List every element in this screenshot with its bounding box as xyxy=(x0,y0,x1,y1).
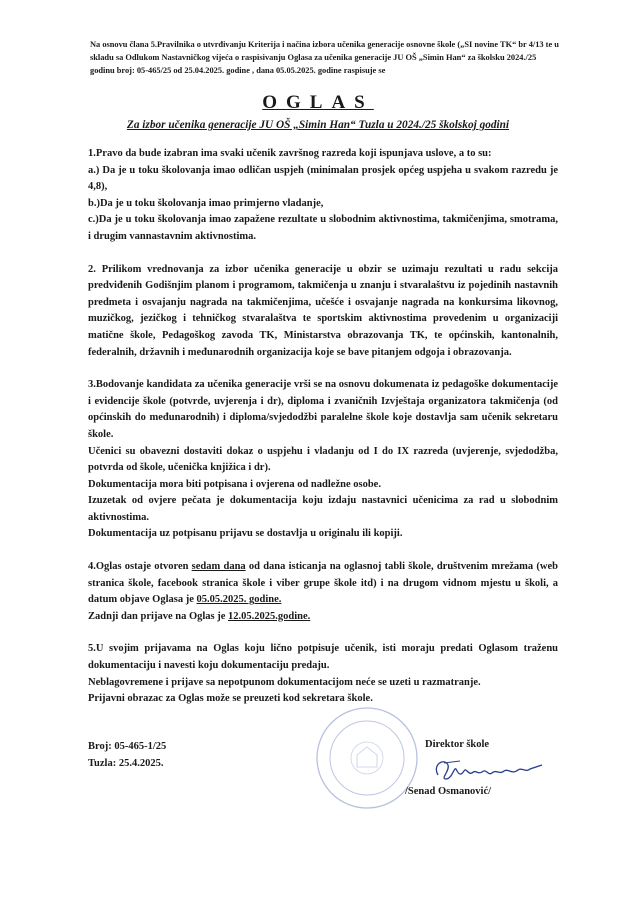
section-1-item-b: b.)Da je u toku školovanja imao primjerno vladanje, xyxy=(88,197,324,209)
director-signature xyxy=(430,755,550,785)
section-2-paragraph: 2. Prilikom vrednovanja za izbor učenika generacije u obzir se uzimaju rezultati u radu sekcija predviđenih Godišnjim planom i programom, takmičenja u znanju i stvaralaštvu iz pojedinih nastavnih predmeta i osvajanju nagrada na takmičenjima, učešće i osvajanje nagrada na konkursima likovnog, muzičkog, jezičkog i tehničkog stvaralaštva te sportskim aktivnostima provedenim u organizaciji matične škole, Pedagoškog zavoda TK, Ministarstva obrazovanja TK, te općinskih, kantonalnih, federalnih, državnih i međunarodnih organizacija koje se bave pitanjem odgoja i obrazovanja. xyxy=(88,263,558,358)
director-name: /Senad Osmanović/ xyxy=(405,786,492,797)
document-heading: OGLAS xyxy=(262,92,374,113)
reference-block xyxy=(88,738,166,772)
section-5-paragraph: 5.U svojim prijavama na Oglas koju lično potpisuje učenik, isti moraju predati Oglasom traženu dokumentaciju i navesti koju dokumentaciju predaju. xyxy=(88,643,558,672)
section-5-late-applications: Neblagovremene i prijave sa nepotpunom dokumentacijom neće se uzeti u razmatranje. xyxy=(88,676,481,688)
deadline-label: Zadnji dan prijave na Oglas je xyxy=(88,610,229,622)
director-title: Direktor škole xyxy=(425,739,490,750)
section-3-exception: Izuzetak od ovjere pečata je dokumentacija koju izdaju nastavnici učenicima za rad u slobodnim aktivnostima. xyxy=(88,495,558,523)
section-3-proof-requirement: Učenici su obavezni dostaviti dokaz o uspjehu i vladanju od I do IX razreda (uvjerenje, svjedodžba, potvrda od škole, učenička knjižica i dr). xyxy=(88,445,558,474)
section-4-paragraph xyxy=(88,559,558,609)
section-1-intro: 1.Pravo da bude izabran ima svaki učenik završnog razreda koji ispunjava uslove, a to su: xyxy=(88,148,492,159)
reference-number: Broj: 05-465-1/25 xyxy=(88,741,167,752)
document-body xyxy=(88,146,558,708)
place-date: Tuzla: 25.4.2025. xyxy=(88,758,164,769)
deadline-date: 12.05.2025.godine. xyxy=(228,610,311,622)
publish-date: 05.05.2025. godine. xyxy=(196,594,282,606)
section-4-text-2: od dana isticanja na oglasnoj tabli škole, društvenim mrežama (web stranica škole, facebook stranica škole i viber grupe škole itd) i na drugom vidnom mjestu u školi, a datum objave Oglasa je xyxy=(88,561,558,606)
section-1-item-a: a.) Da je u toku školovanja imao odličan uspjeh (minimalan prosjek općeg uspjeha u svakom razredu je 4,8), xyxy=(88,164,558,193)
section-3-paragraph: 3.Bodovanje kandidata za učenika generacije vrši se na osnovu dokumenata iz pedagoške dokumentacije i evidencije škole (potvrde, uvjerenja i dr), diploma i zvaničnih Izvještaja organizatora takmičenja (od općinskih do međunarodnih) i diploma/svjedodžbi paralelne škole koje dostavlja sam učenik sekretaru škole. xyxy=(88,379,558,440)
section-4-text-1: 4.Oglas ostaje otvoren xyxy=(88,561,192,573)
section-1-item-c: c.)Da je u toku školovanja imao zapažene rezultate u slobodnim aktivnostima, takmičenjima, smotrama, i drugim vannastavnim aktivnostima. xyxy=(88,214,558,242)
section-3-original-copy: Dokumentacija uz potpisanu prijavu se dostavlja u originalu ili kopiji. xyxy=(88,528,403,540)
section-3-signature-requirement: Dokumentacija mora biti potpisana i ovjerena od nadležne osobe. xyxy=(88,478,381,490)
intro-paragraph: Na osnovu člana 5.Pravilnika o utvrđivanju Kriterija i načina izbora učenika generacije osnovne škole („SI novine TK“ br 4/13 te u skladu sa Odlukom Nastavničkog vijeća o raspisivanju Oglasa za učenika generacije JU OŠ „Simin Han“ za školsku 2024./25 godinu broj: 05-465/25 od 25.04.2025. godine , dana 05.05.2025. godine raspisuje se xyxy=(90,40,559,76)
section-5-form-pickup: Prijavni obrazac za Oglas može se preuzeti kod sekretara škole. xyxy=(88,693,373,705)
open-duration: sedam dana xyxy=(191,561,246,573)
section-4-deadline xyxy=(88,609,558,626)
document-subheading: Za izbor učenika generacije JU OŠ „Simin Han“ Tuzla u 2024./25 školskoj godini xyxy=(126,119,510,131)
